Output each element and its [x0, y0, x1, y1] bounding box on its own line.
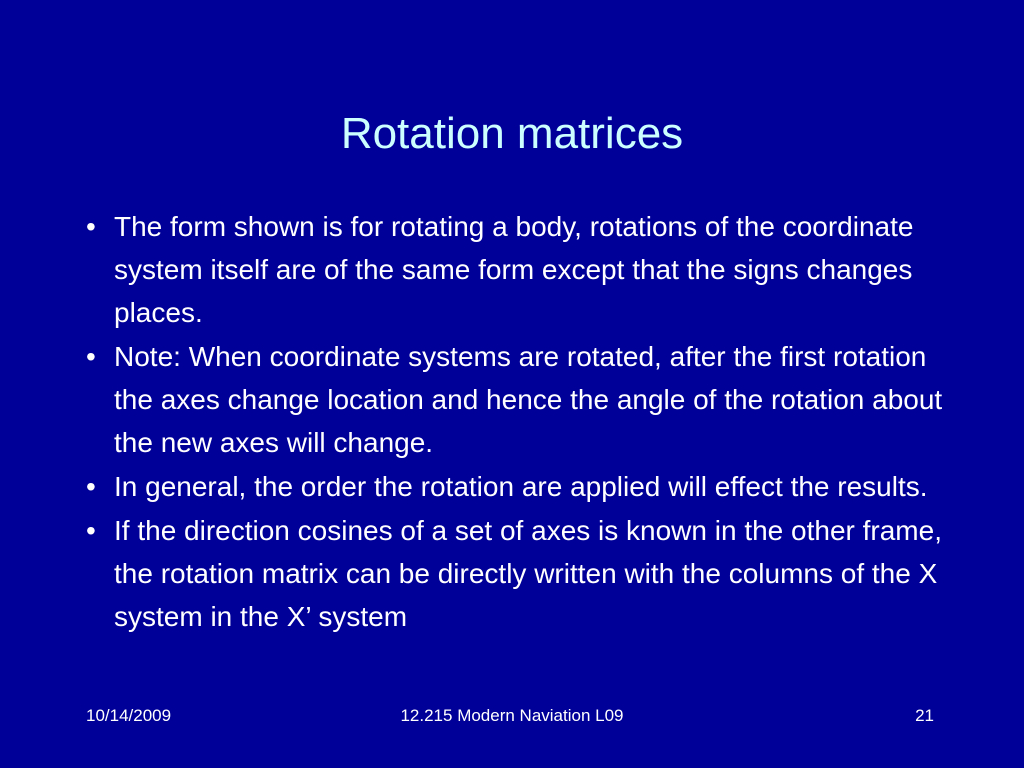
footer-course: 12.215 Modern Naviation L09 — [400, 706, 624, 725]
bullet-marker: • — [86, 515, 96, 546]
bullet-item — [86, 335, 956, 464]
bullet-item — [86, 509, 956, 638]
footer-page-number: 21 — [915, 706, 934, 725]
bullet-text: If the direction cosines of a set of axes is known in the other frame, the rotation matrix can be directly written with the columns of the X system in the X’ system — [114, 515, 942, 632]
slide-title: Rotation matrices — [340, 109, 684, 158]
bullet-text: Note: When coordinate systems are rotated, after the first rotation the axes change location and hence the angle of the rotation about the new axes will change. — [114, 341, 943, 458]
bullet-text: In general, the order the rotation are applied will effect the results. — [114, 471, 928, 502]
bullet-marker: • — [86, 341, 96, 372]
bullet-list — [86, 205, 956, 639]
bullet-marker: • — [86, 211, 96, 242]
footer-date: 10/14/2009 — [86, 706, 172, 725]
bullet-marker: • — [86, 471, 96, 502]
bullet-item — [86, 465, 956, 508]
bullet-text: The form shown is for rotating a body, rotations of the coordinate system itself are of the same form except that the signs changes places. — [114, 211, 914, 328]
bullet-item — [86, 205, 956, 334]
